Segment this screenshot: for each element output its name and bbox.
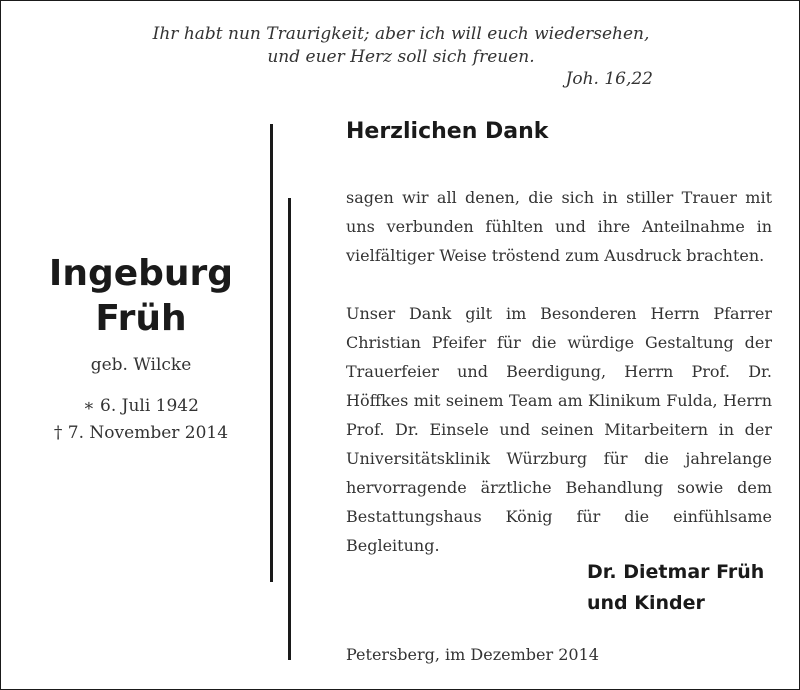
life-dates xyxy=(21,393,261,447)
death-date: † 7. November 2014 xyxy=(53,423,229,443)
signature xyxy=(587,557,764,619)
birth-date: ∗ 6. Juli 1942 xyxy=(83,396,199,416)
quote-reference: Joh. 16,22 xyxy=(565,69,653,89)
quote-line: und euer Herz soll sich freuen. xyxy=(267,47,535,67)
thanks-paragraph-1: sagen wir all denen, die sich in stiller Trauer mit uns verbunden fühlten und ihre Anteilnahme in vielfältiger Weise tröstend zum Ausdruck brachten. xyxy=(346,188,772,265)
deceased-info xyxy=(21,251,261,447)
signature-family: und Kinder xyxy=(587,592,705,614)
deceased-first-name: Ingeburg xyxy=(48,253,234,294)
maiden-name: geb. Wilcke xyxy=(90,355,192,375)
vertical-divider-right xyxy=(288,198,291,660)
thanks-section xyxy=(346,115,772,560)
thanks-paragraph-2: Unser Dank gilt im Besonderen Herrn Pfarrer Christian Pfeifer für die würdige Gestaltung der Trauerfeier und Beerdigung, Herrn Prof. Dr. Höffkes mit seinem Team am Klinikum Fulda, Herrn Prof. Dr. Einsele und seinen Mitarbeitern in der Universitätsklinik Würzburg für die jahrelange hervorragende ärztliche Behandlung sowie dem Bestattungshaus König für die einfühlsame Begleitung. xyxy=(346,304,772,555)
place-date: Petersberg, im Dezember 2014 xyxy=(346,645,599,664)
deceased-last-name: Früh xyxy=(95,298,187,339)
bible-quote xyxy=(1,23,800,69)
signature-name: Dr. Dietmar Früh xyxy=(587,561,765,583)
thanks-heading: Herzlichen Dank xyxy=(346,119,549,144)
vertical-divider-left xyxy=(270,124,273,582)
quote-line: Ihr habt nun Traurigkeit; aber ich will euch wiedersehen, xyxy=(152,24,650,44)
